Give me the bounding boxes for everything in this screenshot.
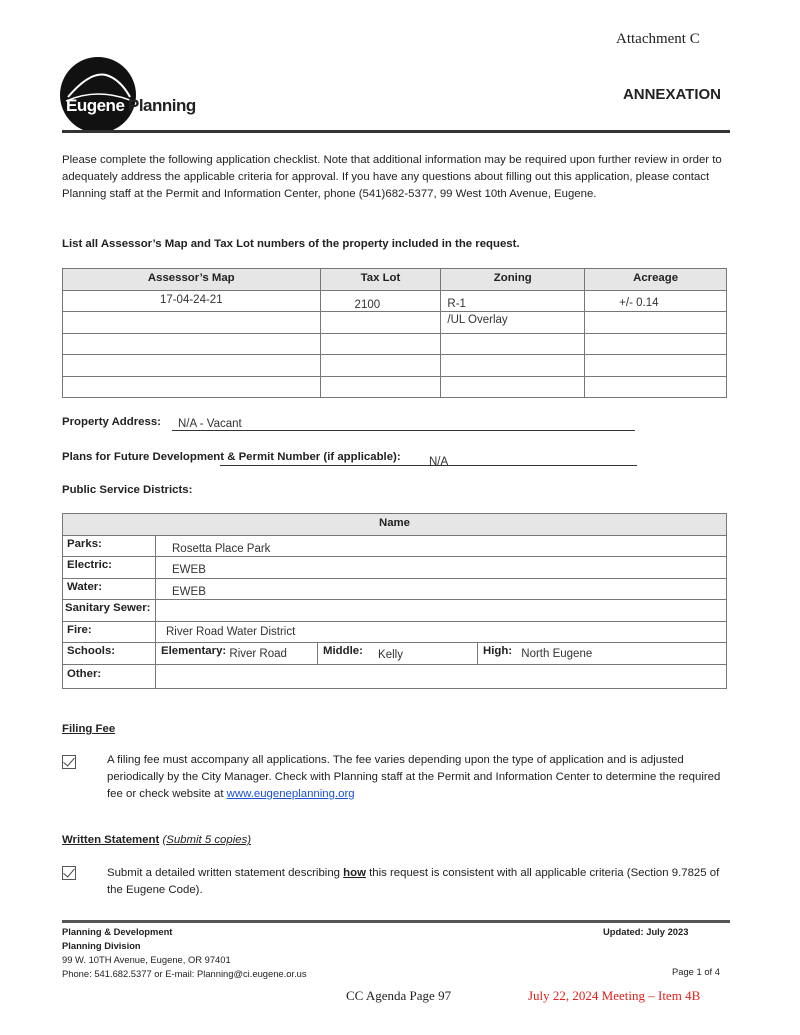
table-row bbox=[63, 621, 727, 643]
footer-line: Planning & Development bbox=[62, 926, 173, 937]
table-row bbox=[63, 333, 727, 355]
zoning-cell[interactable] bbox=[441, 376, 585, 398]
eugene-logo bbox=[60, 57, 136, 133]
intro-text: Please complete the following application checklist. Note that additional information may be required upon further review in order to adequately address the applicable criteria for approval. If you have any questions about filling out this application, please contact Planning staff at the Permit and Information Center, phone (541)682-5377, 99 West 10th Avenue, Eugene. bbox=[62, 154, 722, 200]
zoning-cell[interactable]: /UL Overlay bbox=[441, 312, 585, 334]
elementary-label: Elementary: bbox=[161, 645, 227, 657]
written-text-2: this request is consistent with all applicable criteria (Section 9.7825 of the Eugene Code). bbox=[107, 867, 720, 896]
table-row bbox=[63, 643, 727, 665]
agenda-page: CC Agenda Page 97 bbox=[346, 988, 452, 1003]
district-label: Sanitary Sewer: bbox=[63, 600, 156, 622]
written-statement-heading bbox=[62, 832, 251, 849]
acreage-cell[interactable]: +/- 0.14 bbox=[585, 290, 727, 312]
footer-line: Phone: 541.682.5377 or E-mail: Planning@ci.eugene.or.us bbox=[62, 968, 307, 979]
written-statement-text bbox=[107, 865, 732, 899]
logo-text-eugene: Eugene bbox=[66, 96, 125, 115]
table-row bbox=[63, 600, 727, 622]
written-text-1: Submit a detailed written statement describing bbox=[107, 867, 344, 879]
assessor-map-cell[interactable] bbox=[63, 376, 321, 398]
plans-field[interactable] bbox=[220, 449, 637, 466]
district-value[interactable]: EWEB bbox=[156, 557, 727, 579]
assessor-map-cell[interactable] bbox=[63, 312, 321, 334]
tax-lot-cell[interactable] bbox=[320, 333, 441, 355]
district-label: Other: bbox=[63, 665, 156, 689]
district-value[interactable]: River Road Water District bbox=[156, 621, 727, 643]
list-heading: List all Assessor’s Map and Tax Lot numbers of the property included in the request. bbox=[62, 238, 520, 250]
written-heading-text: Written Statement bbox=[62, 834, 160, 846]
plans-value: N/A bbox=[429, 456, 449, 468]
zoning-cell[interactable]: R-1 bbox=[441, 290, 585, 312]
district-value[interactable]: EWEB bbox=[156, 578, 727, 600]
col-header: Acreage bbox=[585, 269, 727, 291]
elementary-value[interactable]: River Road bbox=[229, 648, 287, 660]
website-link[interactable]: www.eugeneplanning.org bbox=[226, 788, 355, 800]
high-label: High: bbox=[483, 645, 513, 657]
table-row bbox=[63, 578, 727, 600]
zoning-cell[interactable] bbox=[441, 355, 585, 377]
acreage-cell[interactable] bbox=[585, 312, 727, 334]
table-row bbox=[63, 535, 727, 557]
filing-fee-heading: Filing Fee bbox=[62, 723, 116, 735]
middle-label: Middle: bbox=[323, 645, 363, 657]
written-heading-note: (Submit 5 copies) bbox=[162, 834, 252, 846]
footer-address bbox=[62, 925, 307, 981]
filing-fee-body: A filing fee must accompany all applications. The fee varies depending upon the type of application and is adjusted periodically by the City Manager. Check with Planning staff at the Permit and Information Center to determine the required fee or check website at bbox=[107, 754, 721, 800]
attachment-label: Attachment C bbox=[616, 31, 700, 47]
tax-lot-cell[interactable] bbox=[320, 376, 441, 398]
assessor-map-cell[interactable]: 17-04-24-21 bbox=[63, 290, 321, 312]
table-row bbox=[63, 376, 727, 398]
districts-table bbox=[62, 513, 727, 689]
page-title: ANNEXATION bbox=[622, 86, 721, 103]
tax-lot-cell[interactable] bbox=[320, 355, 441, 377]
district-label: Parks: bbox=[63, 535, 156, 557]
district-label: Fire: bbox=[63, 621, 156, 643]
filing-fee-checkbox[interactable] bbox=[62, 755, 76, 769]
col-header: Tax Lot bbox=[320, 269, 441, 291]
header-rule bbox=[62, 130, 730, 133]
updated-date: Updated: July 2023 bbox=[603, 926, 689, 937]
acreage-cell[interactable] bbox=[585, 376, 727, 398]
districts-heading: Public Service Districts: bbox=[62, 484, 193, 496]
middle-value[interactable]: Kelly bbox=[378, 649, 403, 661]
footer-rule bbox=[62, 920, 730, 923]
mountain-icon bbox=[60, 57, 136, 133]
high-value[interactable]: North Eugene bbox=[521, 648, 593, 660]
col-header: Zoning bbox=[441, 269, 585, 291]
tax-lot-cell[interactable]: 2100 bbox=[320, 290, 441, 312]
district-value[interactable] bbox=[156, 665, 727, 689]
district-value[interactable] bbox=[156, 600, 727, 622]
written-text-bold: how bbox=[343, 867, 366, 879]
table-row bbox=[63, 557, 727, 579]
written-statement-checkbox[interactable] bbox=[62, 866, 76, 880]
district-label: Water: bbox=[63, 578, 156, 600]
property-address-label: Property Address: bbox=[62, 416, 161, 428]
table-row bbox=[63, 290, 727, 312]
page-number: Page 1 of 4 bbox=[672, 966, 720, 977]
assessor-map-cell[interactable] bbox=[63, 355, 321, 377]
assessor-map-cell[interactable] bbox=[63, 333, 321, 355]
table-row bbox=[63, 312, 727, 334]
zoning-cell[interactable] bbox=[441, 333, 585, 355]
col-header: Assessor’s Map bbox=[63, 269, 321, 291]
footer-line: Planning Division bbox=[62, 940, 141, 951]
tax-lot-table bbox=[62, 268, 727, 398]
meeting-label: July 22, 2024 Meeting – Item 4B bbox=[528, 988, 701, 1003]
acreage-cell[interactable] bbox=[585, 333, 727, 355]
table-row bbox=[63, 355, 727, 377]
footer-line: 99 W. 10TH Avenue, Eugene, OR 97401 bbox=[62, 954, 231, 965]
property-address-field[interactable] bbox=[172, 414, 635, 431]
logo-text-planning: Planning bbox=[128, 96, 196, 115]
filing-fee-text bbox=[107, 752, 732, 803]
property-address-value: N/A - Vacant bbox=[178, 418, 242, 430]
district-value[interactable]: Rosetta Place Park bbox=[156, 535, 727, 557]
acreage-cell[interactable] bbox=[585, 355, 727, 377]
table-row bbox=[63, 665, 727, 689]
district-label: Schools: bbox=[63, 643, 156, 665]
district-label: Electric: bbox=[63, 557, 156, 579]
col-header: Name bbox=[63, 514, 727, 536]
plans-label: Plans for Future Development & Permit Number (if applicable): bbox=[62, 451, 401, 463]
tax-lot-cell[interactable] bbox=[320, 312, 441, 334]
